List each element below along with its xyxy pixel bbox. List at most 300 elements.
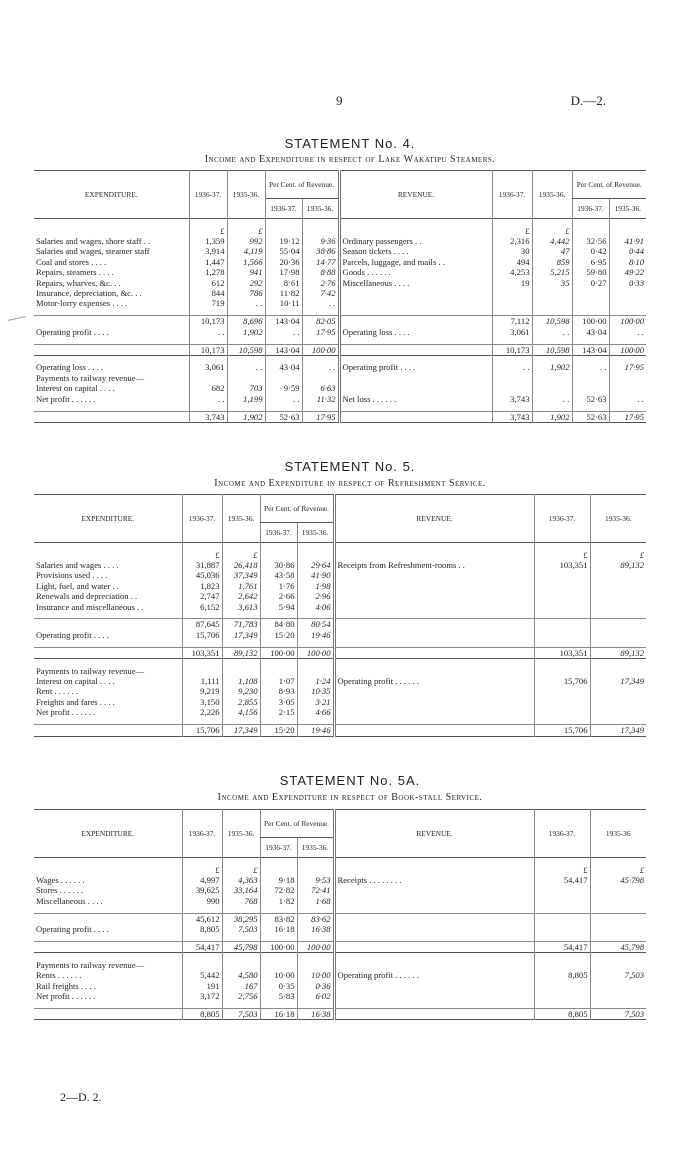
cell-value: 1,823 bbox=[182, 581, 222, 591]
cell-percent bbox=[572, 288, 609, 298]
cell-value: 1,566 bbox=[227, 257, 265, 267]
row-label: Operating profit . . . . . . bbox=[334, 970, 534, 980]
total-row bbox=[34, 647, 646, 658]
row-label: Repairs, wharves, &c. . . bbox=[36, 277, 121, 288]
cell-value: 89,132 bbox=[590, 560, 646, 570]
row-label bbox=[334, 981, 534, 991]
row-label: Coal and stores . . . . bbox=[36, 256, 107, 267]
cell-percent: 100·00 bbox=[297, 941, 334, 952]
cell-percent: 100·00 bbox=[260, 647, 297, 658]
percent-year-heading: 1935-36. bbox=[297, 838, 334, 858]
row-label: Goods . . . . . . bbox=[339, 267, 492, 277]
row-label bbox=[334, 602, 534, 612]
cell-percent: 5·94 bbox=[260, 602, 297, 612]
cell-percent bbox=[572, 373, 609, 383]
year-heading: 1936-37. bbox=[182, 495, 222, 543]
cell-percent: 6·95 bbox=[572, 257, 609, 267]
cell-percent: 100·00 bbox=[260, 941, 297, 952]
cell-value: 8,805 bbox=[534, 1008, 590, 1019]
row-label: Salaries and wages, shore staff . . bbox=[36, 235, 151, 246]
page-footer: 2—D. 2. bbox=[60, 1090, 102, 1104]
cell-value bbox=[590, 707, 646, 717]
cell-percent: 100·00 bbox=[609, 316, 646, 327]
cell-value: 682 bbox=[189, 383, 227, 393]
row-label: Rents . . . . . . bbox=[36, 970, 82, 981]
row-label: Operating profit . . . . bbox=[36, 326, 109, 337]
cell-percent bbox=[609, 288, 646, 298]
cell-value bbox=[590, 666, 646, 676]
cell-value bbox=[590, 960, 646, 970]
cell-value: 1,902 bbox=[532, 411, 572, 422]
cell-value: 103,351 bbox=[182, 647, 222, 658]
statement-4-subtitle: Income and Expenditure in respect of Lake Wakatipu Steamers. bbox=[204, 154, 496, 165]
cell-value: 7,503 bbox=[590, 970, 646, 980]
cell-value: 612 bbox=[189, 278, 227, 288]
page-number: 9 bbox=[336, 93, 343, 108]
cell-percent: 55·04 bbox=[265, 246, 302, 256]
cell-percent: 38·86 bbox=[302, 246, 339, 256]
cell-percent: 17·95 bbox=[609, 411, 646, 422]
cell-value bbox=[534, 707, 590, 717]
percent-year-heading: 1936-37. bbox=[572, 199, 609, 219]
year-heading: 1936-37. bbox=[189, 171, 227, 219]
revenue-heading: REVENUE. bbox=[334, 495, 534, 543]
cell-value bbox=[590, 697, 646, 707]
table-row bbox=[34, 288, 646, 298]
row-label: Salaries and wages, steamer staff bbox=[36, 246, 150, 257]
cell-percent: 1·68 bbox=[297, 896, 334, 906]
cell-value: 844 bbox=[189, 288, 227, 298]
cell-percent: 49·22 bbox=[609, 267, 646, 277]
cell-percent: . . bbox=[609, 394, 646, 404]
total-row bbox=[34, 941, 646, 952]
cell-percent: 8·61 bbox=[265, 278, 302, 288]
cell-percent: 43·04 bbox=[265, 362, 302, 372]
row-label bbox=[339, 288, 492, 298]
row-label bbox=[334, 666, 534, 676]
row-label: Renewals and depreciation . . bbox=[36, 591, 138, 602]
cell-value: 1,761 bbox=[222, 581, 260, 591]
cell-percent: 1·24 bbox=[297, 676, 334, 686]
pound-sign: £ bbox=[182, 550, 222, 560]
cell-value: 26,418 bbox=[222, 560, 260, 570]
margin-mark bbox=[8, 316, 26, 321]
pound-sign: £ bbox=[534, 550, 590, 560]
cell-percent: 82·05 bbox=[302, 316, 339, 327]
revenue-heading: REVENUE. bbox=[339, 171, 492, 219]
row-label bbox=[334, 896, 534, 906]
page-header bbox=[0, 93, 700, 113]
table-row bbox=[34, 686, 646, 696]
cell-value bbox=[182, 666, 222, 676]
cell-value: 7,503 bbox=[590, 1008, 646, 1019]
row-label: Operating profit . . . . bbox=[339, 362, 492, 372]
cell-value bbox=[534, 686, 590, 696]
percent-heading: Per Cent. of Revenue. bbox=[260, 495, 334, 523]
row-label: Rent . . . . . . bbox=[36, 686, 79, 697]
row-label: Operating loss . . . . bbox=[339, 327, 492, 337]
cell-value: 54,417 bbox=[182, 941, 222, 952]
pound-sign: £ bbox=[534, 865, 590, 875]
table-row bbox=[34, 394, 646, 404]
cell-value: 9,230 bbox=[222, 686, 260, 696]
row-label: Season tickets . . . . bbox=[339, 246, 492, 256]
row-label bbox=[334, 885, 534, 895]
cell-value: 719 bbox=[189, 298, 227, 308]
subtotal-row bbox=[34, 316, 646, 327]
cell-percent bbox=[609, 373, 646, 383]
row-label bbox=[339, 373, 492, 383]
table-row bbox=[34, 885, 646, 895]
table-row bbox=[34, 924, 646, 934]
cell-value bbox=[534, 981, 590, 991]
cell-percent: 19·12 bbox=[265, 236, 302, 246]
cell-percent: . . bbox=[265, 327, 302, 337]
row-label: Payments to railway revenue— bbox=[36, 959, 145, 970]
cell-percent: 19·46 bbox=[297, 725, 334, 736]
cell-percent bbox=[609, 298, 646, 308]
cell-percent: 2·15 bbox=[260, 707, 297, 717]
cell-percent bbox=[572, 298, 609, 308]
statement-5-subtitle: Income and Expenditure in respect of Refreshment Service. bbox=[214, 478, 486, 489]
cell-percent: 1·98 bbox=[297, 581, 334, 591]
cell-value: 1,447 bbox=[189, 257, 227, 267]
row-label: Operating profit . . . . . . bbox=[334, 676, 534, 686]
cell-percent: 2·96 bbox=[297, 591, 334, 601]
cell-percent: . . bbox=[572, 362, 609, 372]
pound-sign: £ bbox=[532, 226, 572, 236]
cell-percent: 16·38 bbox=[297, 1008, 334, 1019]
cell-value: 5,442 bbox=[182, 970, 222, 980]
row-label bbox=[339, 383, 492, 393]
subtotal-row bbox=[34, 913, 646, 924]
cell-value bbox=[532, 383, 572, 393]
cell-value: 89,132 bbox=[590, 647, 646, 658]
revenue-heading: REVENUE. bbox=[334, 810, 534, 858]
cell-value: 1,359 bbox=[189, 236, 227, 246]
cell-value: 15,706 bbox=[182, 725, 222, 736]
cell-percent: 0·33 bbox=[609, 278, 646, 288]
cell-percent: 100·00 bbox=[302, 344, 339, 355]
cell-value: 1,111 bbox=[182, 676, 222, 686]
cell-value: 3,743 bbox=[492, 394, 532, 404]
cell-value bbox=[182, 960, 222, 970]
cell-percent: 4·66 bbox=[297, 707, 334, 717]
cell-value: 8,805 bbox=[534, 970, 590, 980]
statement-4-table bbox=[34, 170, 646, 423]
cell-percent bbox=[260, 666, 297, 676]
cell-percent bbox=[260, 960, 297, 970]
cell-value: 3,613 bbox=[222, 602, 260, 612]
table-row bbox=[34, 570, 646, 580]
year-heading: 1935-36. bbox=[227, 171, 265, 219]
year-heading: 1935-36. bbox=[222, 495, 260, 543]
cell-value: 71,783 bbox=[222, 619, 260, 630]
table-row bbox=[34, 707, 646, 717]
row-label: Rail freights . . . . bbox=[36, 980, 96, 991]
cell-percent: 29·64 bbox=[297, 560, 334, 570]
cell-value: 10,598 bbox=[227, 344, 265, 355]
cell-value: . . bbox=[492, 362, 532, 372]
statement-5a-title: STATEMENT No. 5A. bbox=[279, 773, 421, 788]
cell-value: 941 bbox=[227, 267, 265, 277]
cell-value: 19 bbox=[492, 278, 532, 288]
table-row bbox=[34, 960, 646, 970]
cell-value: 87,645 bbox=[182, 619, 222, 630]
row-label: Operating profit . . . . bbox=[36, 924, 109, 935]
pound-sign: £ bbox=[227, 226, 265, 236]
cell-value bbox=[534, 570, 590, 580]
cell-value: 4,997 bbox=[182, 875, 222, 885]
cell-value bbox=[590, 570, 646, 580]
cell-value bbox=[492, 288, 532, 298]
cell-percent: 6·02 bbox=[297, 991, 334, 1001]
cell-value bbox=[590, 686, 646, 696]
row-label: Freights and fares . . . . bbox=[36, 696, 115, 707]
cell-percent: 41·90 bbox=[297, 570, 334, 580]
row-label: Receipts from Refreshment-rooms . . bbox=[334, 560, 534, 570]
cell-value bbox=[590, 591, 646, 601]
pound-sign: £ bbox=[492, 226, 532, 236]
cell-percent: 0·35 bbox=[260, 981, 297, 991]
table-row bbox=[34, 257, 646, 267]
row-label: Motor-lorry expenses . . . . bbox=[36, 298, 128, 309]
cell-percent: 52·63 bbox=[572, 411, 609, 422]
cell-value: 17,349 bbox=[590, 676, 646, 686]
cell-percent: 72·82 bbox=[260, 885, 297, 895]
cell-value: 39,625 bbox=[182, 885, 222, 895]
cell-value bbox=[590, 991, 646, 1001]
cell-value: 3,150 bbox=[182, 697, 222, 707]
cell-percent bbox=[265, 373, 302, 383]
cell-value: 4,156 bbox=[222, 707, 260, 717]
expenditure-heading: EXPENDITURE. bbox=[84, 190, 138, 199]
cell-percent: 9·59 bbox=[265, 383, 302, 393]
cell-value: 38,295 bbox=[222, 913, 260, 924]
table-row bbox=[34, 875, 646, 885]
cell-value bbox=[534, 960, 590, 970]
table-row bbox=[34, 630, 646, 640]
cell-percent: 43·58 bbox=[260, 570, 297, 580]
cell-value: 15,706 bbox=[182, 630, 222, 640]
cell-value: 8,805 bbox=[182, 924, 222, 934]
cell-percent: 16·38 bbox=[297, 924, 334, 934]
cell-percent: 143·04 bbox=[265, 344, 302, 355]
cell-percent: 30·86 bbox=[260, 560, 297, 570]
cell-value: 15,706 bbox=[534, 676, 590, 686]
row-label bbox=[334, 581, 534, 591]
cell-value: 103,351 bbox=[534, 647, 590, 658]
cell-value: 1,199 bbox=[227, 394, 265, 404]
cell-value: 5,215 bbox=[532, 267, 572, 277]
cell-value: 2,855 bbox=[222, 697, 260, 707]
cell-value: 768 bbox=[222, 896, 260, 906]
statement-4-title: STATEMENT No. 4. bbox=[284, 136, 416, 151]
cell-percent: 80·54 bbox=[297, 619, 334, 630]
cell-value: 89,132 bbox=[222, 647, 260, 658]
cell-percent: 15·20 bbox=[260, 630, 297, 640]
cell-value: 1,902 bbox=[227, 411, 265, 422]
cell-value: 54,417 bbox=[534, 875, 590, 885]
cell-percent: 41·91 bbox=[609, 236, 646, 246]
cell-value: . . bbox=[189, 327, 227, 337]
cell-value: 1,278 bbox=[189, 267, 227, 277]
cell-value bbox=[534, 896, 590, 906]
cell-value: 4,363 bbox=[222, 875, 260, 885]
cell-value: 33,164 bbox=[222, 885, 260, 895]
cell-value: 990 bbox=[182, 896, 222, 906]
cell-percent: 20·36 bbox=[265, 257, 302, 267]
cell-value: 103,351 bbox=[534, 560, 590, 570]
cell-percent: 3·05 bbox=[260, 697, 297, 707]
cell-value bbox=[532, 373, 572, 383]
row-label: Net loss . . . . . . bbox=[339, 394, 492, 404]
cell-value bbox=[534, 885, 590, 895]
expenditure-heading: EXPENDITURE. bbox=[81, 514, 135, 523]
cell-percent: . . bbox=[609, 327, 646, 337]
cell-value bbox=[590, 896, 646, 906]
year-heading: 1936-37. bbox=[182, 810, 222, 858]
statement-5-title: STATEMENT No. 5. bbox=[284, 459, 416, 474]
total-row bbox=[34, 344, 646, 355]
table-row bbox=[34, 697, 646, 707]
cell-value: 31,887 bbox=[182, 560, 222, 570]
cell-percent: 17·95 bbox=[302, 327, 339, 337]
cell-value: 2,756 bbox=[222, 991, 260, 1001]
cell-value: 8,696 bbox=[227, 316, 265, 327]
row-label bbox=[334, 697, 534, 707]
row-label bbox=[334, 591, 534, 601]
percent-year-heading: 1935-36. bbox=[609, 199, 646, 219]
cell-percent: 0·27 bbox=[572, 278, 609, 288]
cell-percent: 0·44 bbox=[609, 246, 646, 256]
cell-value: 47 bbox=[532, 246, 572, 256]
cell-value: 10,598 bbox=[532, 316, 572, 327]
row-label: Parcels, luggage, and mails . . bbox=[339, 257, 492, 267]
cell-value: 2,642 bbox=[222, 591, 260, 601]
cell-value: 4,119 bbox=[227, 246, 265, 256]
pound-sign: £ bbox=[182, 865, 222, 875]
pound-sign: £ bbox=[222, 550, 260, 560]
cell-value bbox=[227, 373, 265, 383]
cell-percent: 5·83 bbox=[260, 991, 297, 1001]
cell-value bbox=[189, 373, 227, 383]
percent-year-heading: 1936-37. bbox=[265, 199, 302, 219]
cell-percent bbox=[572, 383, 609, 393]
row-label bbox=[339, 298, 492, 308]
cell-percent: 17·95 bbox=[609, 362, 646, 372]
cell-value: . . bbox=[532, 327, 572, 337]
cell-percent: 143·04 bbox=[265, 316, 302, 327]
row-label bbox=[334, 686, 534, 696]
cell-percent: 72·41 bbox=[297, 885, 334, 895]
cell-percent: 16·18 bbox=[260, 1008, 297, 1019]
pound-sign: £ bbox=[189, 226, 227, 236]
table-row bbox=[34, 970, 646, 980]
cell-percent: 15·20 bbox=[260, 725, 297, 736]
cell-percent: 4·06 bbox=[297, 602, 334, 612]
cell-percent: 143·04 bbox=[572, 344, 609, 355]
cell-value: 4,253 bbox=[492, 267, 532, 277]
statement-grid bbox=[34, 809, 646, 1020]
cell-value: 35 bbox=[532, 278, 572, 288]
cell-value: 494 bbox=[492, 257, 532, 267]
cell-value: 3,914 bbox=[189, 246, 227, 256]
row-label: Insurance and miscellaneous . . bbox=[36, 601, 144, 612]
cell-percent: 83·62 bbox=[297, 913, 334, 924]
cell-percent: 0·42 bbox=[572, 246, 609, 256]
cell-percent: 16·18 bbox=[260, 924, 297, 934]
table-row bbox=[34, 267, 646, 277]
cell-value: 7,503 bbox=[222, 1008, 260, 1019]
cell-percent: 8·93 bbox=[260, 686, 297, 696]
row-label bbox=[334, 991, 534, 1001]
cell-value: 2,226 bbox=[182, 707, 222, 717]
cell-value: . . bbox=[189, 394, 227, 404]
row-label: Repairs, steamers . . . . bbox=[36, 267, 114, 278]
row-label: Payments to railway revenue— bbox=[36, 372, 145, 383]
percent-year-heading: 1935-36. bbox=[302, 199, 339, 219]
cell-percent: 2·66 bbox=[260, 591, 297, 601]
cell-percent: . . bbox=[265, 394, 302, 404]
row-label: Payments to railway revenue— bbox=[36, 665, 145, 676]
cell-value: 45,612 bbox=[182, 913, 222, 924]
cell-value: 4,580 bbox=[222, 970, 260, 980]
percent-heading: Per Cent. of Revenue. bbox=[572, 171, 646, 199]
row-label: Operating loss . . . . bbox=[36, 362, 104, 373]
cell-value: 37,349 bbox=[222, 570, 260, 580]
cell-value bbox=[222, 960, 260, 970]
percent-heading: Per Cent. of Revenue. bbox=[265, 171, 339, 199]
cell-value: 7,112 bbox=[492, 316, 532, 327]
table-row bbox=[34, 991, 646, 1001]
cell-percent bbox=[297, 960, 334, 970]
cell-value: 17,349 bbox=[222, 725, 260, 736]
total-row bbox=[34, 1008, 646, 1019]
cell-value: 8,805 bbox=[182, 1008, 222, 1019]
statement-5-table bbox=[34, 494, 646, 737]
cell-percent: 2·76 bbox=[302, 278, 339, 288]
cell-percent: . . bbox=[302, 362, 339, 372]
row-label: Interest on capital . . . . bbox=[36, 676, 115, 687]
pound-sign: £ bbox=[590, 865, 646, 875]
cell-value: 859 bbox=[532, 257, 572, 267]
cell-value: . . bbox=[532, 394, 572, 404]
table-row bbox=[34, 373, 646, 383]
year-heading: 1936-37. bbox=[492, 171, 532, 219]
row-label bbox=[334, 960, 534, 970]
row-label: Ordinary passengers . . bbox=[339, 236, 492, 246]
row-label: Salaries and wages . . . . bbox=[36, 559, 119, 570]
cell-value: 292 bbox=[227, 278, 265, 288]
cell-value: 3,061 bbox=[492, 327, 532, 337]
table-row bbox=[34, 591, 646, 601]
cell-value: 3,061 bbox=[189, 362, 227, 372]
table-row bbox=[34, 560, 646, 570]
table-row bbox=[34, 278, 646, 288]
cell-value: 10,173 bbox=[492, 344, 532, 355]
cell-value: 6,152 bbox=[182, 602, 222, 612]
cell-value bbox=[534, 602, 590, 612]
cell-value: . . bbox=[227, 298, 265, 308]
cell-percent: 8·10 bbox=[609, 257, 646, 267]
subtotal-row bbox=[34, 619, 646, 630]
cell-value: 45,798 bbox=[590, 941, 646, 952]
row-label: Provisions used . . . . bbox=[36, 570, 108, 581]
cell-value bbox=[534, 666, 590, 676]
table-row bbox=[34, 581, 646, 591]
row-label bbox=[334, 570, 534, 580]
